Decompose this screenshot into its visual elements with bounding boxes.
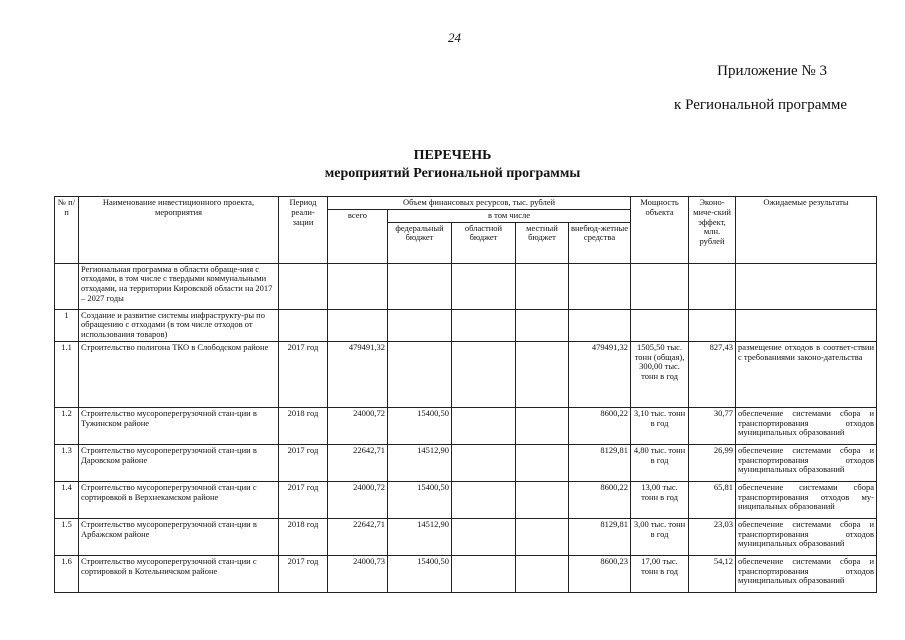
table-row [55, 309, 877, 341]
cell-effect: 827,43 [689, 341, 736, 407]
header-federal: федеральный бюджет [388, 222, 452, 263]
cell-results [736, 309, 877, 341]
cell-regional [452, 341, 516, 407]
cell-num: 1.4 [55, 481, 79, 518]
cell-num: 1.5 [55, 518, 79, 555]
cell-effect: 54,12 [689, 555, 736, 592]
header-including: в том числе [388, 209, 631, 222]
cell-federal: 14512,90 [388, 518, 452, 555]
cell-name: Строительство полигона ТКО в Слободском районе [79, 341, 279, 407]
cell-regional [452, 263, 516, 309]
cell-period: 2017 год [279, 555, 328, 592]
cell-name: Строительство мусороперегрузочной стан-ции в Тужинском районе [79, 407, 279, 444]
cell-local [516, 481, 569, 518]
cell-results: обеспечение системами сбора и транспортирования отходов муниципальных образований [736, 407, 877, 444]
cell-regional [452, 555, 516, 592]
header-local: местный бюджет [516, 222, 569, 263]
cell-num: 1 [55, 309, 79, 341]
document-title: ПЕРЕЧЕНЬ [413, 148, 492, 163]
cell-regional [452, 407, 516, 444]
cell-offbudget: 8129,81 [569, 444, 631, 481]
cell-total: 24000,73 [328, 555, 388, 592]
cell-results [736, 263, 877, 309]
cell-name: Региональная программа в области обраще-ния с отходами, в том числе с твердыми коммунальными отходами, на территории Кировской области на 2017 – 2027 годы [79, 263, 279, 309]
cell-regional [452, 518, 516, 555]
cell-local [516, 444, 569, 481]
cell-local [516, 341, 569, 407]
measures-table [54, 196, 877, 593]
cell-effect: 26,99 [689, 444, 736, 481]
cell-local [516, 263, 569, 309]
cell-total [328, 263, 388, 309]
cell-offbudget: 8600,23 [569, 555, 631, 592]
header-results: Ожидаемые результаты [736, 197, 877, 264]
cell-capacity: 3,00 тыс. тонн в год [631, 518, 689, 555]
cell-effect: 65,81 [689, 481, 736, 518]
table-row [55, 481, 877, 518]
appendix-subtitle: к Региональной программе [674, 97, 847, 113]
cell-offbudget: 8600,22 [569, 481, 631, 518]
cell-federal: 15400,50 [388, 481, 452, 518]
cell-period: 2017 год [279, 481, 328, 518]
cell-results: обеспечение системами сбора транспортирования отходов му-ниципальных образований [736, 481, 877, 518]
table-row [55, 518, 877, 555]
cell-total: 24000,72 [328, 481, 388, 518]
cell-period: 2017 год [279, 444, 328, 481]
appendix-title: Приложение № 3 [717, 63, 827, 79]
cell-federal: 15400,50 [388, 407, 452, 444]
cell-total: 22642,71 [328, 518, 388, 555]
cell-total: 24000,72 [328, 407, 388, 444]
cell-name: Строительство мусороперегрузочной стан-ции в Арбажском районе [79, 518, 279, 555]
cell-federal [388, 309, 452, 341]
header-offbudget: внебюд-жетные средства [569, 222, 631, 263]
cell-name: Строительство мусороперегрузочной стан-ции с сортировкой в Верхнекамском районе [79, 481, 279, 518]
cell-num: 1.2 [55, 407, 79, 444]
cell-capacity: 17,00 тыс. тонн в год [631, 555, 689, 592]
cell-results: обеспечение системами сбора и транспортирования отходов муниципальных образований [736, 555, 877, 592]
cell-regional [452, 309, 516, 341]
cell-capacity: 13,00 тыс. тонн в год [631, 481, 689, 518]
cell-name: Строительство мусороперегрузочной стан-ции с сортировкой в Котельничском районе [79, 555, 279, 592]
header-capacity: Мощность объекта [631, 197, 689, 264]
cell-capacity: 1505,50 тыс. тонн (общая), 300,00 тыс. тонн в год [631, 341, 689, 407]
cell-capacity: 4,80 тыс. тонн в год [631, 444, 689, 481]
cell-num: 1.1 [55, 341, 79, 407]
cell-period: 2018 год [279, 407, 328, 444]
header-period: Период реали-зации [279, 197, 328, 264]
cell-regional [452, 444, 516, 481]
cell-name: Строительство мусороперегрузочной стан-ции в Даровском районе [79, 444, 279, 481]
cell-local [516, 407, 569, 444]
document-subtitle: мероприятий Региональной программы [324, 166, 581, 181]
cell-results: обеспечение системами сбора и транспортирования отходов муниципальных образований [736, 444, 877, 481]
header-name: Наименование инвестиционного проекта, мероприятия [79, 197, 279, 264]
cell-local [516, 555, 569, 592]
header-effect: Эконо-миче-ский эффект, млн. рублей [689, 197, 736, 264]
cell-num: 1.6 [55, 555, 79, 592]
table-row [55, 444, 877, 481]
cell-federal: 14512,90 [388, 444, 452, 481]
cell-period [279, 263, 328, 309]
cell-regional [452, 481, 516, 518]
cell-num: 1.3 [55, 444, 79, 481]
cell-offbudget [569, 263, 631, 309]
cell-federal [388, 341, 452, 407]
cell-period: 2018 год [279, 518, 328, 555]
table-row [55, 341, 877, 407]
cell-offbudget: 8129,81 [569, 518, 631, 555]
cell-name: Создание и развитие системы инфраструкту-ры по обращению с отходами (в том числе отходов от использования товаров) [79, 309, 279, 341]
cell-offbudget: 479491,32 [569, 341, 631, 407]
cell-results: обеспечение системами сбора и транспортирования отходов муниципальных образований [736, 518, 877, 555]
header-num: № п/п [55, 197, 79, 264]
header-total: всего [328, 209, 388, 263]
cell-effect: 23,03 [689, 518, 736, 555]
cell-total: 22642,71 [328, 444, 388, 481]
cell-total [328, 309, 388, 341]
table-row [55, 555, 877, 592]
cell-effect [689, 309, 736, 341]
cell-federal [388, 263, 452, 309]
cell-total: 479491,32 [328, 341, 388, 407]
cell-local [516, 309, 569, 341]
cell-results: размещение отходов в соответ-ствии с требованиями законо-дательства [736, 341, 877, 407]
cell-offbudget: 8600,22 [569, 407, 631, 444]
cell-period [279, 309, 328, 341]
table-row [55, 263, 877, 309]
cell-offbudget [569, 309, 631, 341]
cell-capacity [631, 263, 689, 309]
cell-local [516, 518, 569, 555]
cell-num [55, 263, 79, 309]
cell-federal: 15400,50 [388, 555, 452, 592]
cell-capacity: 3,10 тыс. тонн в год [631, 407, 689, 444]
cell-effect [689, 263, 736, 309]
cell-period: 2017 год [279, 341, 328, 407]
header-finance: Объем финансовых ресурсов, тыс. рублей [328, 197, 631, 210]
cell-capacity [631, 309, 689, 341]
page-number: 24 [448, 30, 461, 45]
table-row [55, 407, 877, 444]
cell-effect: 30,77 [689, 407, 736, 444]
header-regional: областной бюджет [452, 222, 516, 263]
